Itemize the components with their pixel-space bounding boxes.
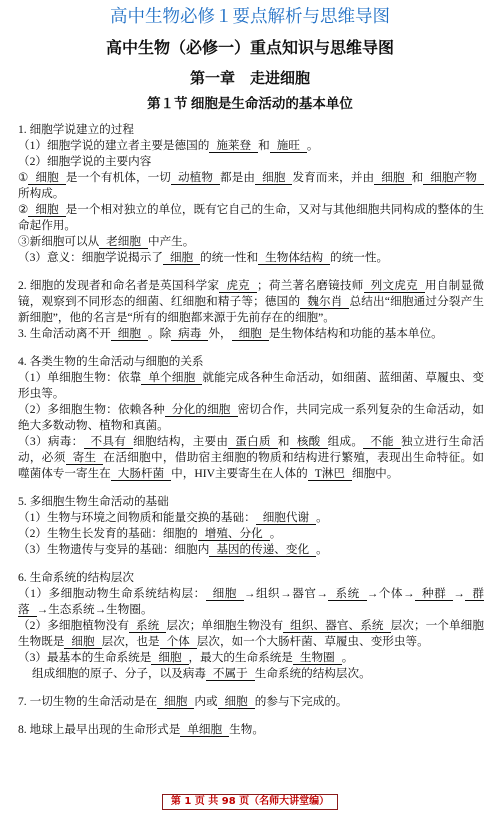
text-run: 层次，如一个大肠杆菌、草履虫、变形虫等。: [196, 635, 429, 648]
answer-blank: 细胞: [206, 587, 244, 601]
sub-item: [18, 618, 484, 650]
answer-blank: 细胞: [111, 327, 148, 341]
document-body: [18, 122, 484, 738]
sub-item: [18, 434, 484, 482]
text-run: （2）生物生长发育的基础：细胞的: [18, 527, 198, 540]
text-run: 的参与下完成的。: [254, 695, 348, 708]
text-run: 组成细胞的原子、分子，以及病毒: [32, 667, 206, 680]
answer-blank: 种群: [415, 587, 454, 601]
text-run: （3）病毒：: [18, 435, 84, 448]
text-run: 中产生。: [147, 235, 195, 248]
sub-item: [18, 542, 484, 558]
text-run: 和: [277, 435, 290, 448]
text-run: （1）生物与环境之间物质和能量交换的基础：: [18, 511, 256, 524]
sub-item: [18, 526, 484, 542]
sub-item: [18, 250, 484, 266]
sub-item: [18, 586, 484, 618]
text-run: 是生物体结构和功能的基本单位。: [268, 327, 443, 340]
text-run: 6. 生命系统的结构层次: [18, 571, 134, 584]
answer-blank: 列文虎克: [364, 279, 425, 293]
text-run: 生命系统的结构层次。: [254, 667, 371, 680]
text-run: 3. 生命活动离不开: [18, 327, 111, 340]
page-number-label: 第 1 页 共 98 页（名师大讲堂编）: [162, 794, 338, 810]
text-run: （1）多细胞动物生命系统结构层：: [18, 587, 206, 600]
text-run: 外，: [208, 327, 232, 340]
answer-blank: 细胞: [255, 171, 292, 185]
text-run: 8. 地球上最早出现的生命形式是: [18, 723, 181, 736]
numbered-item: [18, 694, 484, 710]
page-footer: [0, 791, 500, 810]
text-run: （3）意义：细胞学说揭示了: [18, 251, 163, 264]
answer-blank: 老细胞: [99, 235, 148, 249]
content-block: [18, 570, 484, 682]
text-run: 。: [306, 139, 319, 152]
answer-blank: 虎克: [219, 279, 257, 293]
text-run: 7. 一切生物的生命活动是在: [18, 695, 158, 708]
answer-blank: 魏尔肖: [300, 295, 349, 309]
text-run: ；荷兰著名磨镜技师: [257, 279, 364, 292]
answer-blank: 基因的传递、变化: [209, 543, 316, 557]
answer-blank: 细胞: [64, 635, 101, 649]
text-run: 层次；单细胞生物没有: [166, 619, 284, 632]
answer-blank: T淋巴: [308, 467, 352, 481]
text-run: ，最大的生命系统是: [188, 651, 293, 664]
text-run: （1）细胞学说的建立者主要是德国的: [18, 139, 210, 152]
text-run: 。: [341, 651, 354, 664]
text-run: （2）多细胞植物没有: [18, 619, 129, 632]
sub-item: [18, 138, 484, 154]
answer-blank: 细胞: [218, 695, 255, 709]
numbered-item: [18, 722, 484, 738]
numbered-item: [18, 278, 484, 326]
text-run: →组织→器官→: [243, 587, 328, 600]
text-run: （2）多细胞生物：依赖各种: [18, 403, 165, 416]
answer-blank: 不具有: [84, 435, 134, 449]
text-run: →生态系统→生物圈。: [36, 603, 153, 616]
answer-blank: 细胞: [163, 251, 200, 265]
item-heading: [18, 354, 484, 370]
text-run: ②: [18, 203, 29, 216]
content-block: [18, 722, 484, 738]
numbered-item: [18, 326, 484, 342]
text-run: 。: [316, 543, 328, 556]
text-run: 中，HIV主要寄生在人体的: [171, 467, 308, 480]
text-run: 就能完成各种生命活动，如细菌、蓝细菌、草履虫、变形虫等。: [18, 371, 484, 400]
answer-blank: 细胞: [157, 695, 194, 709]
sub-item: [18, 170, 484, 202]
text-run: 。除: [147, 327, 172, 340]
text-run: 4. 各类生物的生命活动与细胞的关系: [18, 355, 204, 368]
text-run: （3）生物遗传与变异的基础：细胞内: [18, 543, 210, 556]
text-run: 1. 细胞学说建立的过程: [18, 123, 134, 136]
sub-item: [18, 370, 484, 402]
answer-blank: 组织、器官、系统: [283, 619, 390, 633]
content-block: [18, 354, 484, 482]
answer-blank: 单细胞: [180, 723, 229, 737]
text-run: 在活细胞中，借助宿主细胞的物质和结构进行繁殖，表现出生命特征。如噬菌体专一寄生在: [18, 451, 484, 480]
text-run: 。: [269, 527, 282, 540]
text-run: 用自制显微镜，观察到不同形态的细菌、红细胞和精子等；德国的: [18, 279, 484, 308]
content-block: [18, 122, 484, 266]
sub-item: [18, 650, 484, 666]
answer-blank: 寄生: [66, 451, 104, 465]
chapter-title: 第一章 走进细胞: [189, 69, 310, 87]
text-run: 组成。: [327, 435, 364, 448]
answer-blank: 施莱登: [209, 139, 258, 153]
answer-blank: 细胞: [151, 651, 188, 665]
document-subtitle: 高中生物（必修一）重点知识与思维导图: [105, 40, 394, 57]
sub-item: [18, 154, 484, 170]
text-run: ①: [18, 171, 29, 184]
text-run: （1）单细胞生物：依靠: [18, 371, 142, 384]
text-run: 都是由: [220, 171, 256, 184]
answer-blank: 施旺: [270, 139, 307, 153]
answer-blank: 不能: [363, 435, 401, 449]
answer-blank: 细胞: [232, 327, 269, 341]
answer-blank: 蛋白质: [228, 435, 278, 449]
text-run: 的统一性和: [200, 251, 259, 264]
answer-blank: 系统: [328, 587, 367, 601]
section-title: 第１节 细胞是生命活动的基本单位: [147, 96, 353, 111]
text-run: 总结出“细胞通过分裂产生新细胞”，他的名言是“所有的细胞都来源于先前存在的细胞”。: [18, 295, 484, 324]
answer-blank: 单个细胞: [141, 371, 202, 385]
answer-blank: 生物体结构: [258, 251, 330, 265]
text-run: 和: [411, 171, 424, 184]
text-run: 层次，也是: [101, 635, 160, 648]
answer-blank: 细胞产物: [423, 171, 484, 185]
content-block: [18, 494, 484, 558]
item-heading: [18, 122, 484, 138]
answer-blank: 群落: [18, 587, 484, 616]
note-paragraph: [18, 666, 484, 682]
answer-blank: 个体: [160, 635, 197, 649]
sub-item: [18, 402, 484, 434]
answer-blank: 增殖、分化: [198, 527, 270, 541]
sub-item: [18, 234, 484, 250]
answer-blank: 细胞: [374, 171, 411, 185]
text-run: 2. 细胞的发现者和命名者是英国科学家: [18, 279, 220, 292]
item-heading: [18, 494, 484, 510]
answer-blank: 核酸: [290, 435, 328, 449]
text-run: 密切合作，共同完成一系列复杂的生命活动，如绝大多数动物、植物和真菌。: [18, 403, 484, 432]
text-run: →: [453, 587, 465, 600]
text-run: 发育而来，并由: [292, 171, 375, 184]
answer-blank: 细胞代谢: [256, 511, 316, 525]
sub-item: [18, 510, 484, 526]
text-run: 层次；一个单细胞生物既是: [18, 619, 484, 648]
answer-blank: 动植物: [171, 171, 220, 185]
sub-item: [18, 202, 484, 234]
text-run: （3）最基本的生命系统是: [18, 651, 152, 664]
answer-blank: 大肠杆菌: [111, 467, 171, 481]
text-run: 是一个相对独立的单位，既有它自己的生命，又对与其他细胞共同构成的整体的生命起作用。: [18, 203, 484, 232]
text-run: 细胞中。: [351, 467, 399, 480]
text-run: 独立进行生命活动，必须: [18, 435, 484, 464]
answer-blank: 病毒: [171, 327, 208, 341]
text-run: →个体→: [366, 587, 415, 600]
answer-blank: 分化的细胞: [165, 403, 238, 417]
text-run: 细胞结构，主要由: [133, 435, 229, 448]
content-block: [18, 278, 484, 342]
text-run: 和: [258, 139, 270, 152]
text-run: 内或: [194, 695, 218, 708]
text-run: 生物。: [229, 723, 264, 736]
item-heading: [18, 570, 484, 586]
answer-blank: 系统: [129, 619, 166, 633]
text-run: 。: [316, 511, 328, 524]
content-block: [18, 694, 484, 710]
text-run: 是一个有机体，一切: [65, 171, 171, 184]
answer-blank: 细胞: [28, 203, 65, 217]
answer-blank: 细胞: [28, 171, 65, 185]
answer-blank: 生物圈: [293, 651, 342, 665]
text-run: 所构成。: [18, 187, 65, 200]
text-run: ③新细胞可以从: [18, 235, 100, 248]
text-run: （2）细胞学说的主要内容: [18, 155, 152, 168]
text-run: 的统一性。: [330, 251, 389, 264]
document-title: 高中生物必修１要点解析与思维导图: [110, 7, 390, 27]
text-run: 5. 多细胞生物生命活动的基础: [18, 495, 169, 508]
answer-blank: 不属于: [206, 667, 255, 681]
